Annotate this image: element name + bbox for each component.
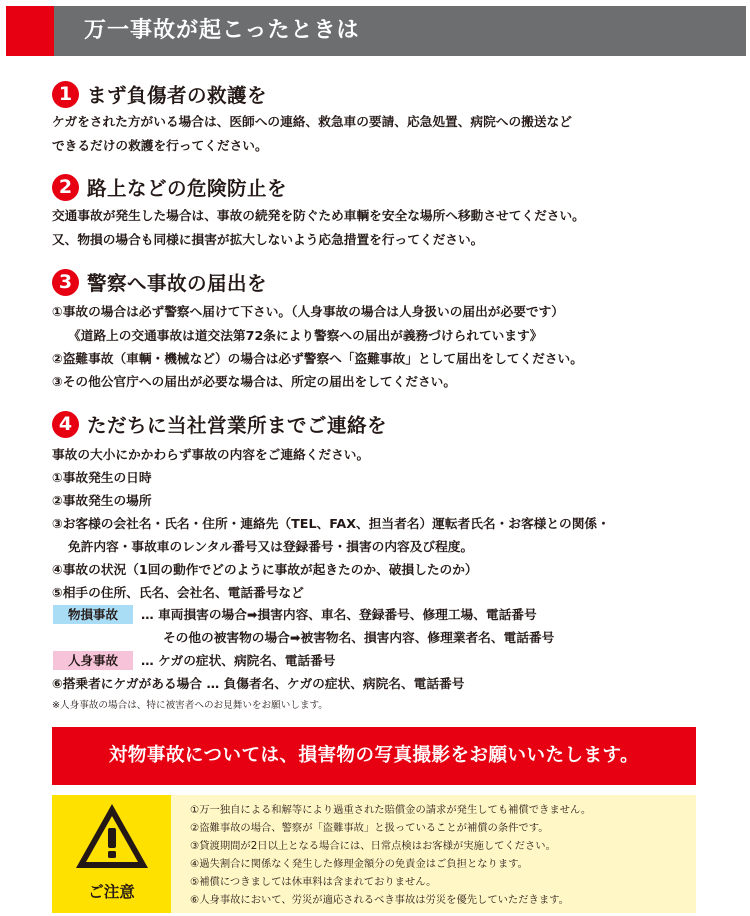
section-3-line: 《道路上の交通事故は道交法第72条により警察への届出が義務づけられています》 [68, 328, 543, 343]
page-title: 万一事故が起こったときは [84, 18, 360, 43]
section-number-badge: 3 [52, 269, 79, 296]
section-1-line: ケガをされた方がいる場合は、医師への連絡、救急車の要請、応急処置、病院への搬送など [52, 114, 572, 129]
section-number-badge: 2 [52, 174, 79, 201]
section-2-line: 交通事故が発生した場合は、事故の続発を防ぐため車輌を安全な場所へ移動させてください。 [52, 208, 585, 223]
caution-item: ②盗難事故の場合、警察が「盗難事故」と扱っていることが補償の条件です。 [190, 822, 549, 834]
photo-request-banner [52, 727, 696, 785]
section-3-heading [52, 267, 267, 297]
caution-item: ③貸渡期間が2日以上となる場合には、日常点検はお客様が実施してください。 [190, 840, 556, 852]
section-4-line: 免許内容・事故車のレンタル番号又は登録番号・損害の内容及び程度。 [68, 539, 474, 554]
section-number-badge: 4 [52, 411, 79, 438]
section-4-line: ⑤相手の住所、氏名、会社名、電話番号など [52, 585, 304, 600]
section-title: ただちに当社営業所までご連絡を [87, 414, 388, 437]
section-1-line: できるだけの救護を行ってください。 [52, 138, 268, 153]
section-3-line: ③その他公官庁への届出が必要な場合は、所定の届出をしてください。 [52, 374, 457, 389]
section-4-line: ②事故発生の場所 [52, 493, 152, 508]
section-2-line: 又、物損の場合も同様に損害が拡大しないよう応急措置を行ってください。 [52, 232, 484, 247]
header-accent-block [6, 6, 54, 56]
section-1-heading [52, 79, 267, 109]
warning-triangle-icon [72, 800, 152, 872]
caution-item: ④過失割合に関係なく発生した修理金額分の免責金はご負担となります。 [190, 858, 528, 870]
section-4-line: ①事故発生の日時 [52, 470, 152, 485]
section-4-heading [52, 409, 387, 439]
section-3-line: ②盗難事故（車輌・機械など）の場合は必ず警察へ「盗難事故」として届出をしてください。 [52, 351, 583, 366]
section-title: 路上などの危険防止を [87, 177, 288, 200]
property-damage-line: … 車両損害の場合➡損害内容、車名、登録番号、修理工場、電話番号 [141, 607, 537, 622]
caution-item: ⑥人身事故において、労災が適応されるべき事故は労災を優先していただきます。 [190, 894, 569, 906]
caution-item: ⑤補償につきましては休車料は含まれておりません。 [190, 876, 437, 888]
section-2-heading [52, 172, 287, 202]
page-header [6, 6, 746, 56]
passenger-injury-line: ⑥搭乗者にケガがある場合 … 負傷者名、ケガの症状、病院名、電話番号 [52, 676, 465, 691]
personal-injury-badge: 人身事故 [53, 651, 133, 670]
visit-note: ※人身事故の場合は、特に被害者へのお見舞いをお願いします。 [52, 700, 328, 711]
property-damage-line: その他の被害物の場合➡被害物名、損害内容、修理業者名、電話番号 [163, 630, 555, 645]
section-title: 警察へ事故の届出を [87, 272, 268, 295]
section-4-line: ④事故の状況（1回の動作でどのように事故が起きたのか、破損したのか） [52, 562, 478, 577]
section-title: まず負傷者の救護を [87, 84, 268, 107]
section-4-line: 事故の大小にかかわらず事故の内容をご連絡ください。 [52, 447, 370, 462]
section-4-line: ③お客様の会社名・氏名・住所・連絡先（TEL、FAX、担当者名）運転者氏名・お客様との関係・ [52, 516, 610, 531]
personal-injury-line: … ケガの症状、病院名、電話番号 [141, 653, 336, 668]
caution-item: ①万一独自による和解等により過重された賠償金の請求が発生しても補償できません。 [190, 804, 592, 816]
section-3-line: ①事故の場合は必ず警察へ届けて下さい。（人身事故の場合は人身扱いの届出が必要です） [52, 304, 564, 319]
property-damage-badge: 物損事故 [53, 605, 133, 624]
section-number-badge: 1 [52, 81, 79, 108]
caution-label: ご注意 [88, 883, 135, 901]
banner-text: 対物事故については、損害物の写真撮影をお願いいたします。 [108, 745, 640, 766]
